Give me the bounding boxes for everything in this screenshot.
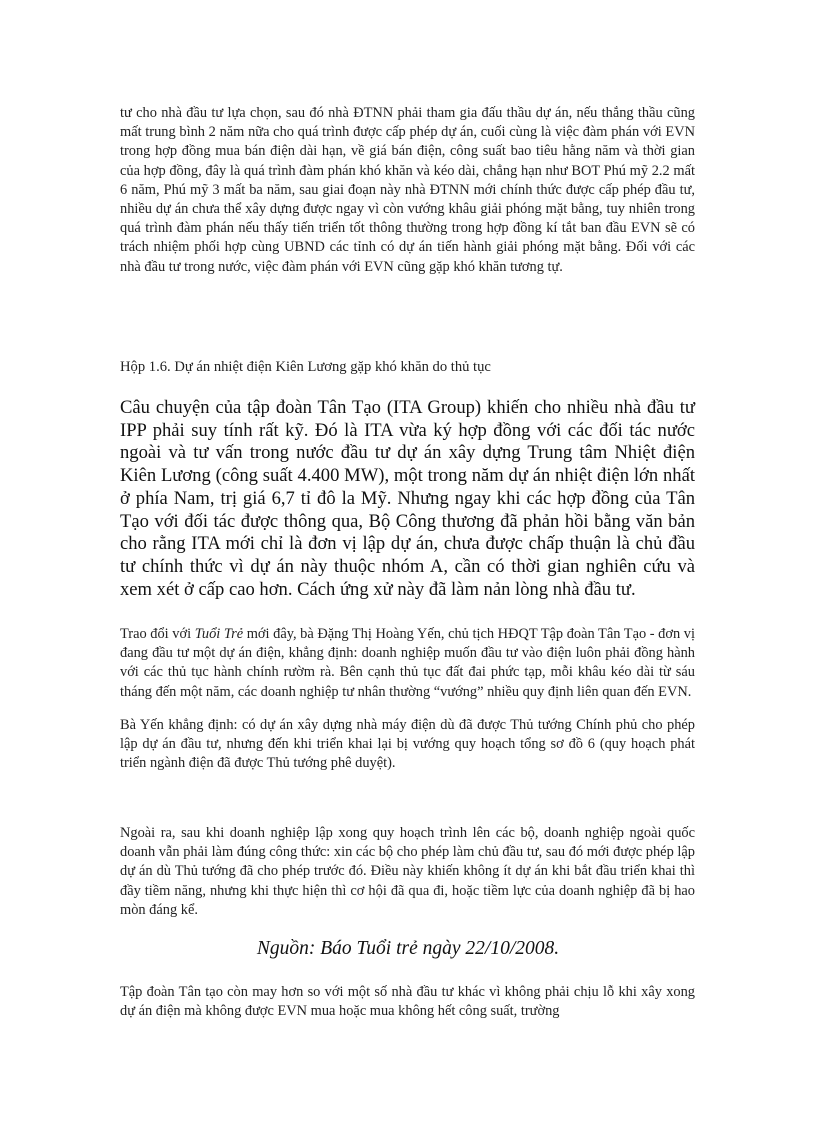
trao-doi-rest: mới đây, bà Đặng Thị Hoàng Yến, chủ tịch HĐQT Tập đoàn Tân Tạo - đơn vị đang đầu tư một dự án điện, khẳng định: doanh nghiệp muốn đầu tư vào điện luôn phải đồng hành với các thủ tục hành chính rườm rà. Bên cạnh thủ tục đất đai phức tạp, mỗi khâu kéo dài từ sáu tháng đến một năm, các doanh nghiệp tư nhân thường “vướng” nhiều quy định liên quan đến EVN.	[120, 626, 695, 700]
ba-yen-paragraph: Bà Yến khẳng định: có dự án xây dựng nhà máy điện dù đã được Thủ tướng Chính phủ cho phép lập dự án đầu tư, nhưng đến khi triển khai lại bị vướng quy hoạch tổng sơ đồ 6 (quy hoạch phát triển ngành điện đã được Thủ tướng phê duyệt).	[120, 717, 695, 772]
box-lead-paragraph: Câu chuyện của tập đoàn Tân Tạo (ITA Group) khiến cho nhiều nhà đầu tư IPP phải suy tính rất kỹ. Đó là ITA vừa ký hợp đồng với các đối tác nước ngoài và tư vấn trong nước đầu tư dự án xây dựng Trung tâm Nhiệt điện Kiên Lương (công suất 4.400 MW), một trong năm dự án nhiệt điện lớn nhất ở phía Nam, trị giá 6,7 tỉ đô la Mỹ. Nhưng ngay khi các hợp đồng của Tân Tạo với đối tác được thông qua, Bộ Công thương đã phản hồi bằng văn bản cho rằng ITA mới chỉ là đơn vị lập dự án, chưa được chấp thuận là chủ đầu tư chính thức vì dự án này thuộc nhóm A, cần có thời gian nghiên cứu và xem xét ở cấp cao hơn. Cách ứng xử này đã làm nản lòng nhà đầu tư.	[120, 397, 695, 600]
newspaper-name: Tuổi Trẻ	[194, 626, 244, 642]
closing-paragraph: Tập đoàn Tân tạo còn may hơn so với một số nhà đầu tư khác vì không phải chịu lỗ khi xây xong dự án điện mà không được EVN mua hoặc mua không hết công suất, trường	[120, 984, 695, 1020]
ngoai-ra-paragraph: Ngoài ra, sau khi doanh nghiệp lập xong quy hoạch trình lên các bộ, doanh nghiệp ngoài quốc doanh vẫn phải làm đúng công thức: xin các bộ cho phép làm chủ đầu tư, sau đó mới được phép lập dự án dù Thủ tướng đã cho phép trước đó. Điều này khiến không ít dự án khi bắt đầu triển khai thì đầy tiềm năng, nhưng khi thực hiện thì cơ hội đã qua đi, hoặc tiềm lực của doanh nghiệp đã bị hao mòn đáng kể.	[120, 825, 695, 918]
intro-paragraph: tư cho nhà đầu tư lựa chọn, sau đó nhà ĐTNN phải tham gia đấu thầu dự án, nếu thắng thầu cũng mất trung bình 2 năm nữa cho quá trình được cấp phép dự án, cuối cùng là việc đàm phán với EVN trong hợp đồng mua bán điện dài hạn, về giá bán điện, công suất bao tiêu hằng năm và thời gian của hợp đồng, đây là quá trình đàm phán khó khăn và kéo dài, chẳng hạn như BOT Phú mỹ 2.2 mất 6 năm, Phú mỹ 3 mất ba năm, sau giai đoạn này nhà ĐTNN mới chính thức được cấp phép đầu tư, nhiều dự án chưa thể xây dựng được ngay vì còn vướng khâu giải phóng mặt bằng, tuy nhiên trong quá trình đàm phán nếu thấy tiến triển tốt thông thường trong hợp đồng kí tắt ban đầu EVN sẽ có trách nhiệm phối hợp cùng UBND các tỉnh có dự án tiến hành giải phóng mặt bằng. Đối với các nhà đầu tư trong nước, việc đàm phán với EVN cũng gặp khó khăn tương tự.	[120, 105, 695, 275]
box-heading: Hộp 1.6. Dự án nhiệt điện Kiên Lương gặp khó khăn do thủ tục	[120, 359, 491, 375]
trao-doi-paragraph	[120, 625, 695, 702]
trao-doi-prefix: Trao đổi với	[120, 626, 195, 642]
source-citation: Nguồn: Báo Tuổi trẻ ngày 22/10/2008.	[256, 938, 560, 959]
